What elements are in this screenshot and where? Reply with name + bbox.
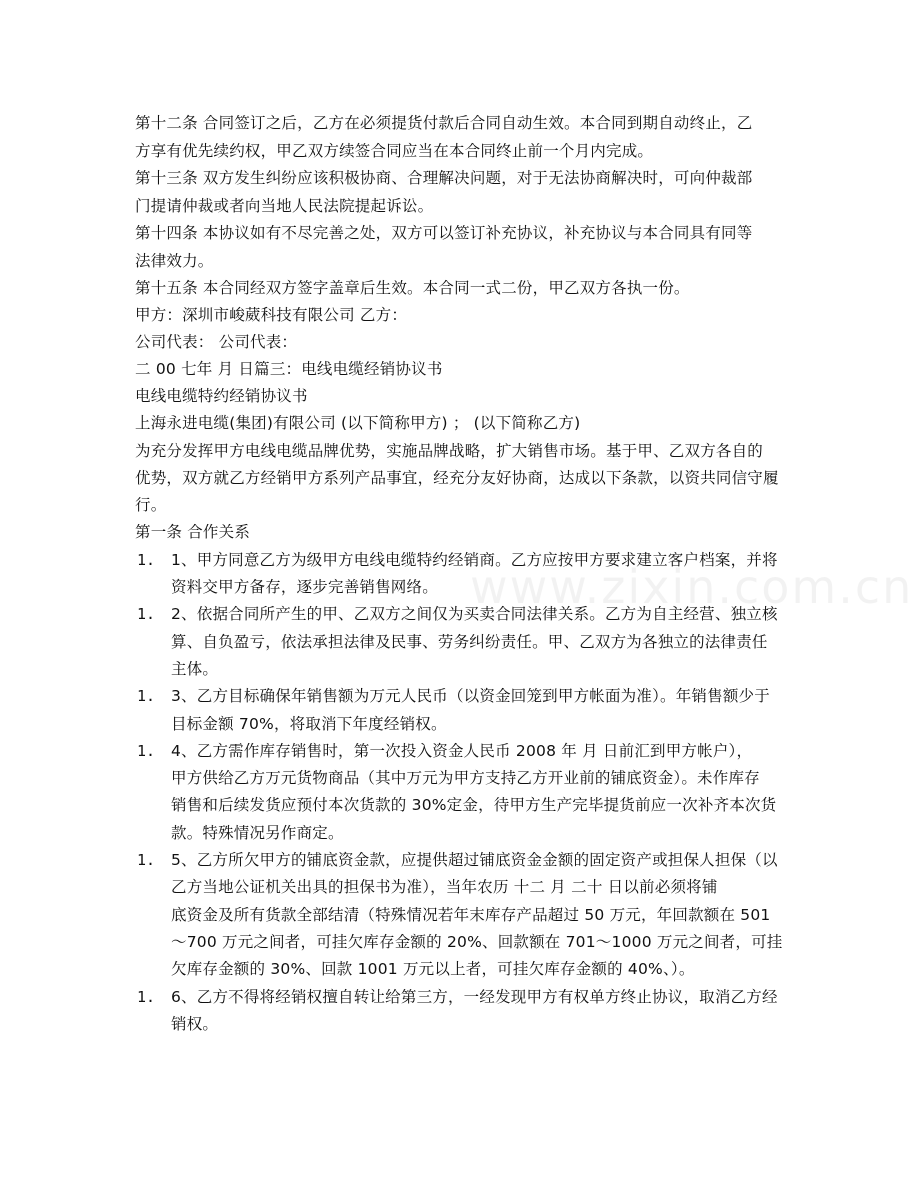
list-marker: 1. — [137, 742, 156, 760]
list-item-2-line-3: 主体。 — [171, 660, 219, 678]
article-13-line-2: 门提请仲裁或者向当地人民法院提起诉讼。 — [135, 197, 434, 215]
list-item-1-line-2: 资料交甲方备存，逐步完善销售网络。 — [171, 578, 438, 596]
list-item-5-line-2: 乙方当地公证机关出具的担保书为准），当年农历 十二 月 二十 日以前必须将铺 — [171, 878, 718, 896]
intro-line-3: 行。 — [135, 496, 167, 514]
list-marker: 1. — [137, 605, 156, 623]
representatives-line: 公司代表： 公司代表： — [135, 333, 298, 351]
list-item-5-line-5: 欠库存金额的 30%、回款 1001 万元以上者，可挂欠库存金额的 40%、）。 — [171, 960, 695, 978]
list-item-4-line-3: 销售和后续发货应预付本次货款的 30%定金，待甲方生产完毕提货前应一次补齐本次货 — [171, 796, 777, 814]
list-item-6-line-1: 6、乙方不得将经销权擅自转让给第三方，一经发现甲方有权单方终止协议，取消乙方经 — [171, 988, 778, 1006]
list-marker: 1. — [137, 687, 156, 705]
agreement-title: 电线电缆特约经销协议书 — [135, 387, 308, 405]
parties-line: 上海永进电缆(集团)有限公司 (以下简称甲方) ； (以下简称乙方) — [135, 414, 581, 432]
date-line: 二 00 七年 月 日篇三：电线电缆经销协议书 — [135, 360, 443, 378]
list-item-4-line-2: 甲方供给乙方万元货物商品（其中万元为甲方支持乙方开业前的铺底资金）。未作库存 — [171, 769, 760, 787]
list-marker: 1. — [137, 851, 156, 869]
list-item-6-line-2: 销权。 — [171, 1015, 219, 1033]
list-item-2-line-2: 算、自负盈亏，依法承担法律及民事、劳务纠纷责任。甲、乙双方为各独立的法律责任 — [171, 633, 768, 651]
list-item-3-line-2: 目标金额 70%，将取消下年度经销权。 — [171, 715, 447, 733]
article-15-line-1: 第十五条 本合同经双方签字盖章后生效。本合同一式二份，甲乙双方各执一份。 — [135, 279, 690, 297]
list-item-2-line-1: 2、依据合同所产生的甲、乙双方之间仅为买卖合同法律关系。乙方为自主经营、独立核 — [171, 605, 778, 623]
article-14-line-1: 第十四条 本协议如有不尽完善之处，双方可以签订补充协议，补充协议与本合同具有同等 — [135, 224, 753, 242]
list-item-5-line-3: 底资金及所有货款全部结清（特殊情况若年末库存产品超过 50 万元，年回款额在 501 — [171, 906, 771, 924]
list-item-4-line-1: 4、乙方需作库存销售时，第一次投入资金人民币 2008 年 月 日前汇到甲方帐户）， — [171, 742, 753, 760]
article-12-line-1: 第十二条 合同签订之后，乙方在必须提货付款后合同自动生效。本合同到期自动终止，乙 — [135, 114, 753, 132]
list-item-1-line-1: 1、甲方同意乙方为级甲方电线电缆特约经销商。乙方应按甲方要求建立客户档案，并将 — [171, 551, 778, 569]
list-item-4-line-4: 款。特殊情况另作商定。 — [171, 824, 344, 842]
list-item-5-line-4: ～700 万元之间者，可挂欠库存金额的 20%、回款额在 701～1000 万元之间者，可挂 — [171, 933, 783, 951]
article-13-line-1: 第十三条 双方发生纠纷应该积极协商、合理解决问题，对于无法协商解决时，可向仲裁部 — [135, 169, 753, 187]
article-1-heading: 第一条 合作关系 — [135, 523, 251, 541]
list-marker: 1. — [137, 988, 156, 1006]
list-item-5-line-1: 5、乙方所欠甲方的铺底资金款，应提供超过铺底资金金额的固定资产或担保人担保（以 — [171, 851, 778, 869]
party-a-line: 甲方：深圳市峻葳科技有限公司 乙方： — [135, 306, 408, 324]
article-14-line-2: 法律效力。 — [135, 252, 214, 270]
watermark: www.zixin.com.cn — [470, 560, 914, 614]
intro-line-2: 优势，双方就乙方经销甲方系列产品事宜，经充分友好协商，达成以下条款，以资共同信守履 — [135, 469, 779, 487]
intro-line-1: 为充分发挥甲方电线电缆品牌优势，实施品牌战略，扩大销售市场。基于甲、乙双方各自的 — [135, 442, 764, 460]
list-marker: 1. — [137, 551, 156, 569]
list-item-3-line-1: 3、乙方目标确保年销售额为万元人民币（以资金回笼到甲方帐面为准）。年销售额少于 — [171, 687, 770, 705]
article-12-line-2: 方享有优先续约权，甲乙双方续签合同应当在本合同终止前一个月内完成。 — [135, 142, 654, 160]
